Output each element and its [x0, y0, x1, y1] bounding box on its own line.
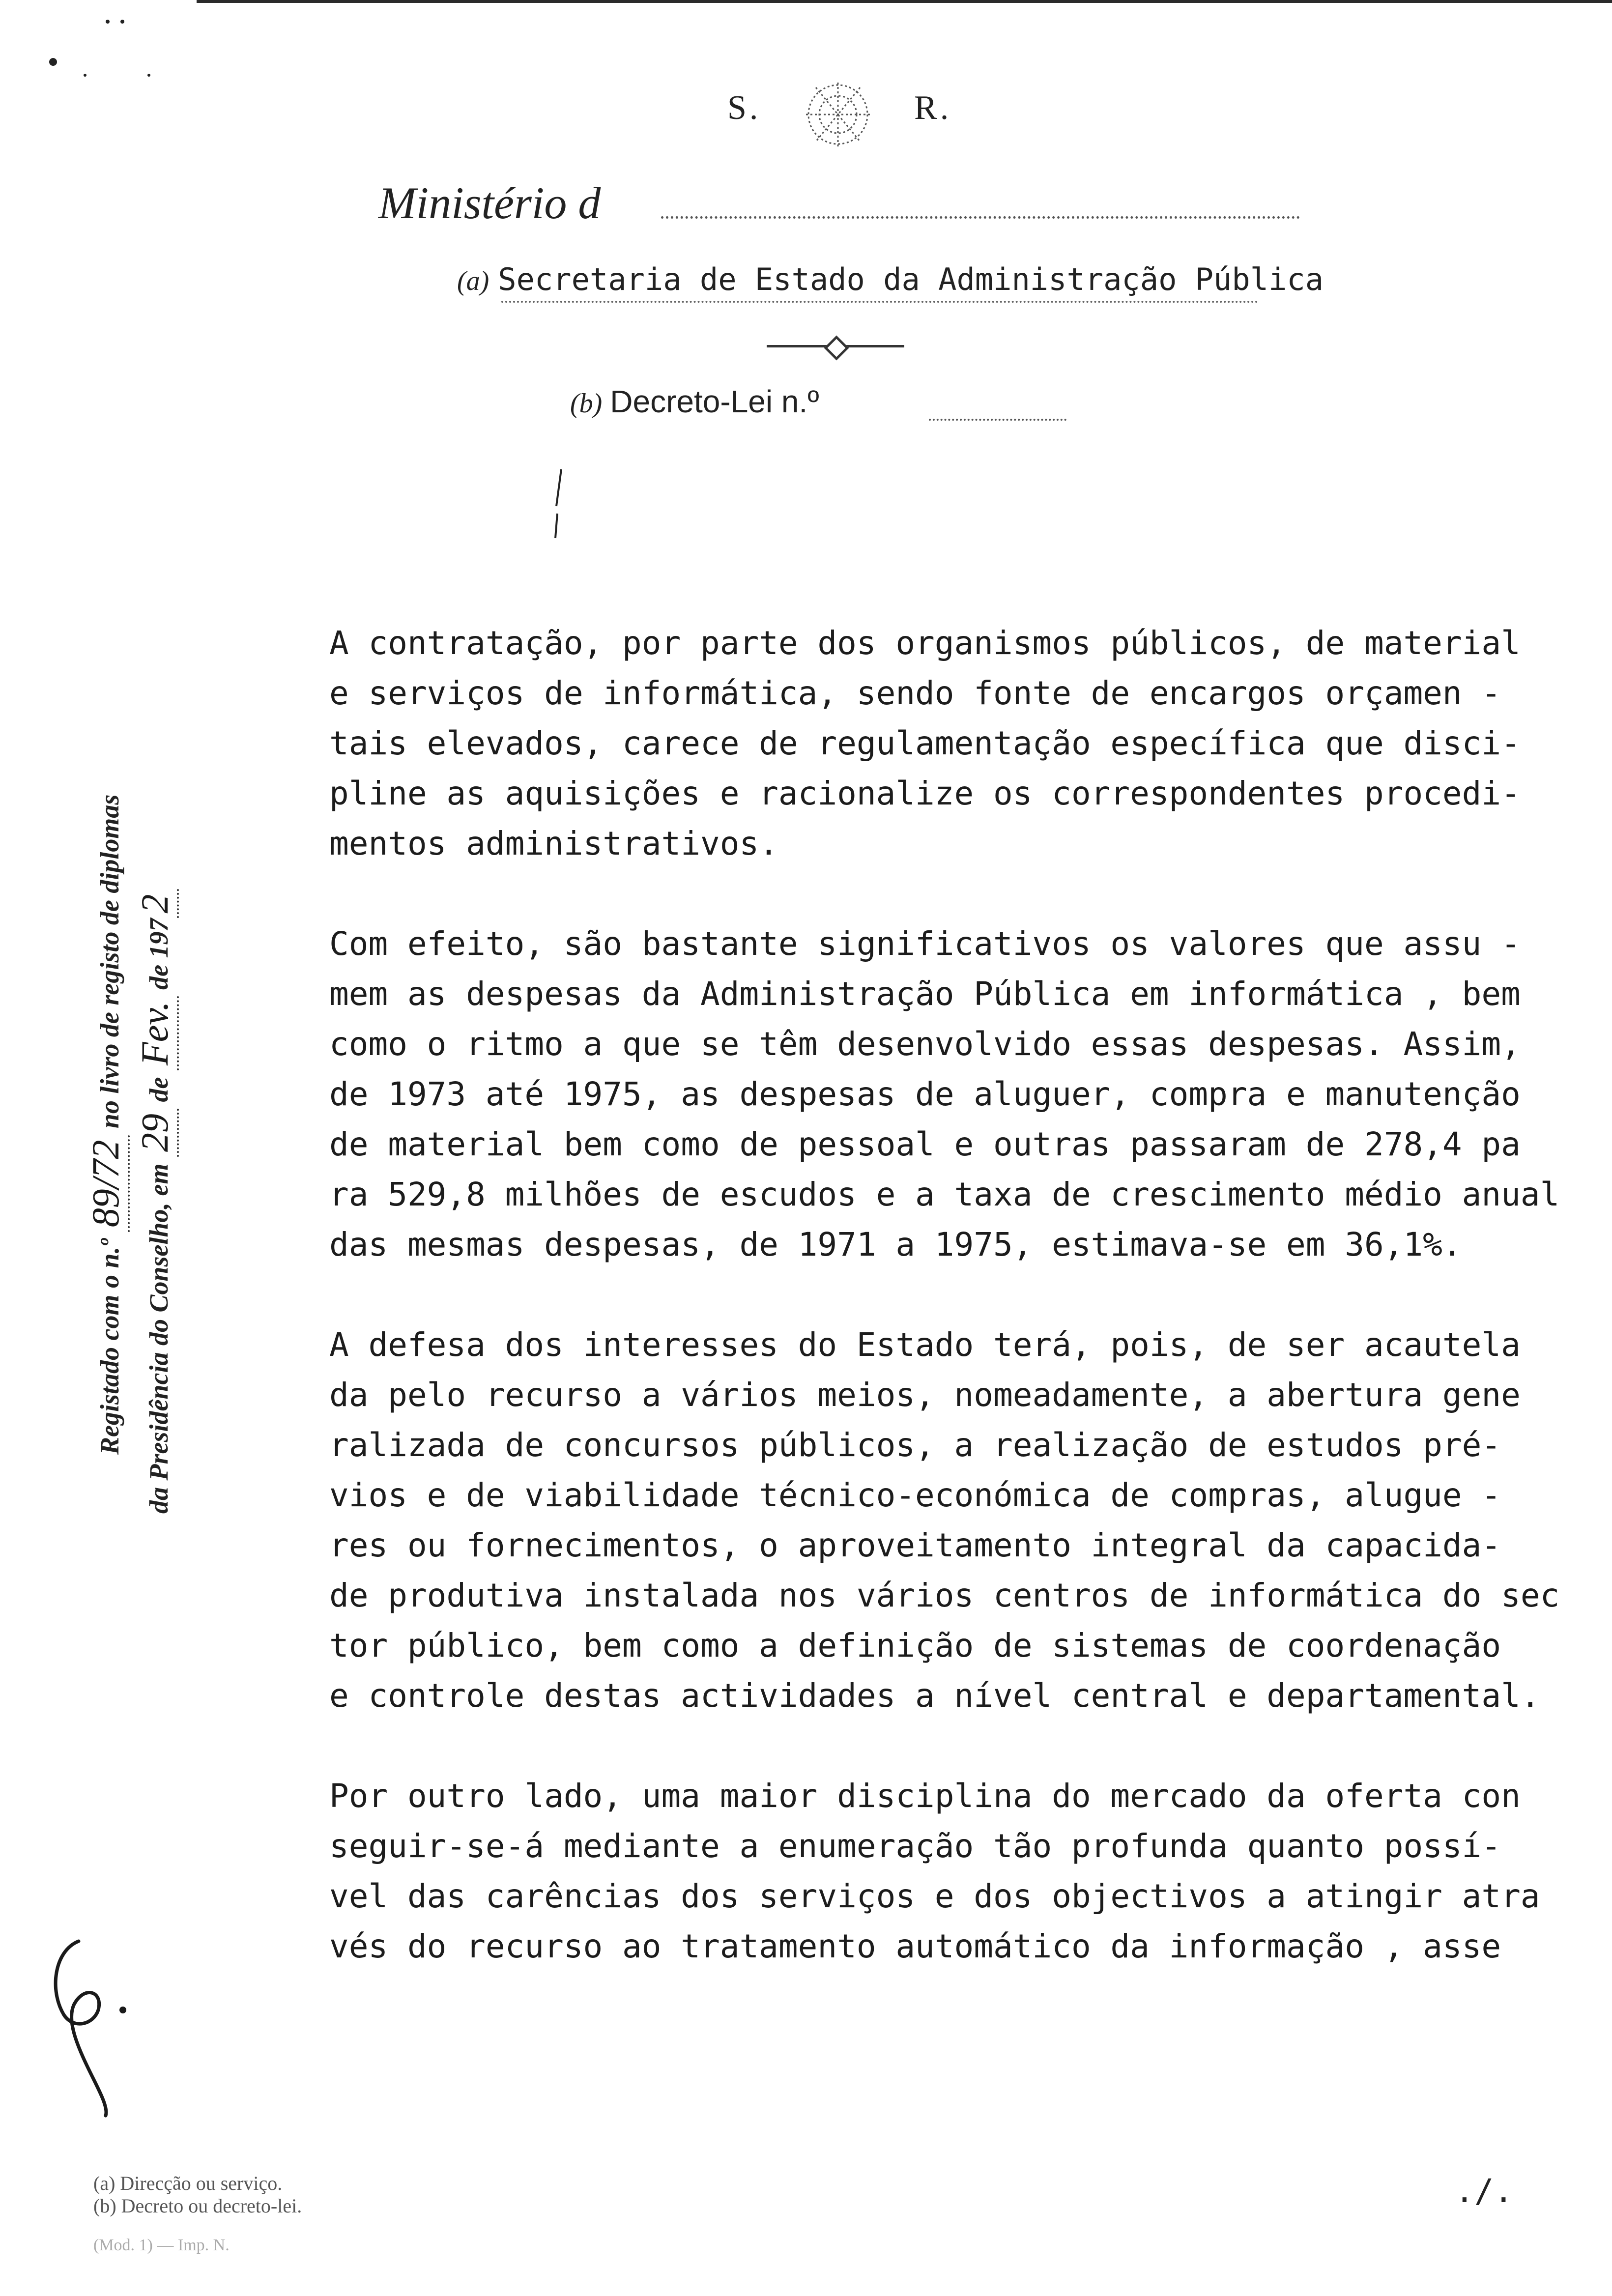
footnotes [93, 2172, 302, 2217]
footnote-marker-b: (b) [570, 388, 603, 419]
registry-month-handwritten: Fev. [133, 996, 179, 1070]
footnote-marker-a: (a) [457, 266, 489, 296]
scan-speck [147, 74, 150, 77]
secretaria-fill-line [501, 301, 1258, 303]
divider-diamond-icon [824, 336, 849, 361]
body-paragraph-1: A contratação, por parte dos organismos públicos, de material e serviços de informática, sendo fonte de encargos orçamen - tais elevados, carece de regulamentação específica que disci- pline as aquisições e racionalize os correspondentes procedi- mentos administrativos. [329, 624, 1521, 862]
scan-speck [120, 20, 124, 24]
decree-preamble-body [329, 618, 1568, 2022]
header-sr-right: R. [914, 89, 952, 127]
secretaria-line [457, 261, 1324, 297]
top-edge-rule [197, 0, 1612, 3]
decreto-text: Decreto-Lei n.º [610, 384, 819, 419]
ministerio-fill-line [661, 216, 1300, 219]
form-print-code: (Mod. 1) — Imp. N. [93, 2236, 230, 2254]
ministerio-heading: Ministério d [378, 178, 601, 228]
footnote-a: (a) Direcção ou serviço. [93, 2172, 283, 2194]
footnote-b: (b) Decreto ou decreto-lei. [93, 2195, 302, 2217]
scan-speck [49, 58, 57, 66]
margin-line1-suffix: no livro de registo de diplomas [95, 794, 124, 1129]
header-sr-left: S. [727, 89, 761, 127]
margin-line2-de: de [144, 1077, 173, 1102]
margin-registry-note-line2 [133, 889, 179, 1514]
registry-number-handwritten: 89/72 [84, 1135, 130, 1233]
margin-line1-prefix: Registado com o n.º [95, 1238, 124, 1455]
coat-of-arms-seal-icon [786, 73, 890, 156]
body-paragraph-3: A defesa dos interesses do Estado terá, pois, de ser acautela da pelo recurso a vários meios, nomeadamente, a abertura gene ralizada de concursos públicos, a realização de estudos pré- vios e de viabilidade técnico-económica de compras, alugue - res ou fornecimentos, o aproveitamento integral da capacida- de produtiva instalada nos vários centros de informática do sec tor público, bem como a definição de sistemas de coordenação e controle destas actividades a nível central e departamental. [329, 1326, 1560, 1715]
decreto-number-fill-line [929, 419, 1066, 421]
handwritten-signature-mark [39, 1931, 133, 2118]
scan-speck [84, 74, 86, 77]
margin-registry-note-line1 [84, 795, 130, 1455]
secretaria-text: Secretaria de Estado da Administração Pública [498, 261, 1324, 297]
page-continuation-mark: ./. [1455, 2172, 1514, 2210]
decreto-line [570, 383, 819, 420]
registry-day-handwritten: 29 [133, 1109, 179, 1157]
margin-line2-prefix: da Presidência do Conselho, em [144, 1163, 173, 1514]
scan-speck [106, 20, 110, 24]
pen-stroke-mark [550, 467, 565, 541]
body-paragraph-4: Por outro lado, uma maior disciplina do mercado da oferta con seguir-se-á mediante a enumeração tão profunda quanto possí- vel das carências dos serviços e dos objectivos a atingir atra vés do recurso ao tratamento automático da informação , asse [329, 1777, 1540, 1965]
margin-line2-year-prefix: de 197 [144, 918, 173, 990]
body-paragraph-2: Com efeito, são bastante significativos os valores que assu - mem as despesas da Administração Pública em informática , bem como o ritmo a que se têm desenvolvido essas despesas. Assim, de 1973 até 1975, as despesas de aluguer, compra e manutenção de material bem como de pessoal e outras passaram de 278,4 pa ra 529,8 milhões de escudos e a taxa de crescimento médio anual das mesmas despesas, de 1971 a 1975, estimava-se em 36,1%. [329, 925, 1560, 1263]
registry-year-digit-handwritten: 2 [133, 889, 179, 918]
